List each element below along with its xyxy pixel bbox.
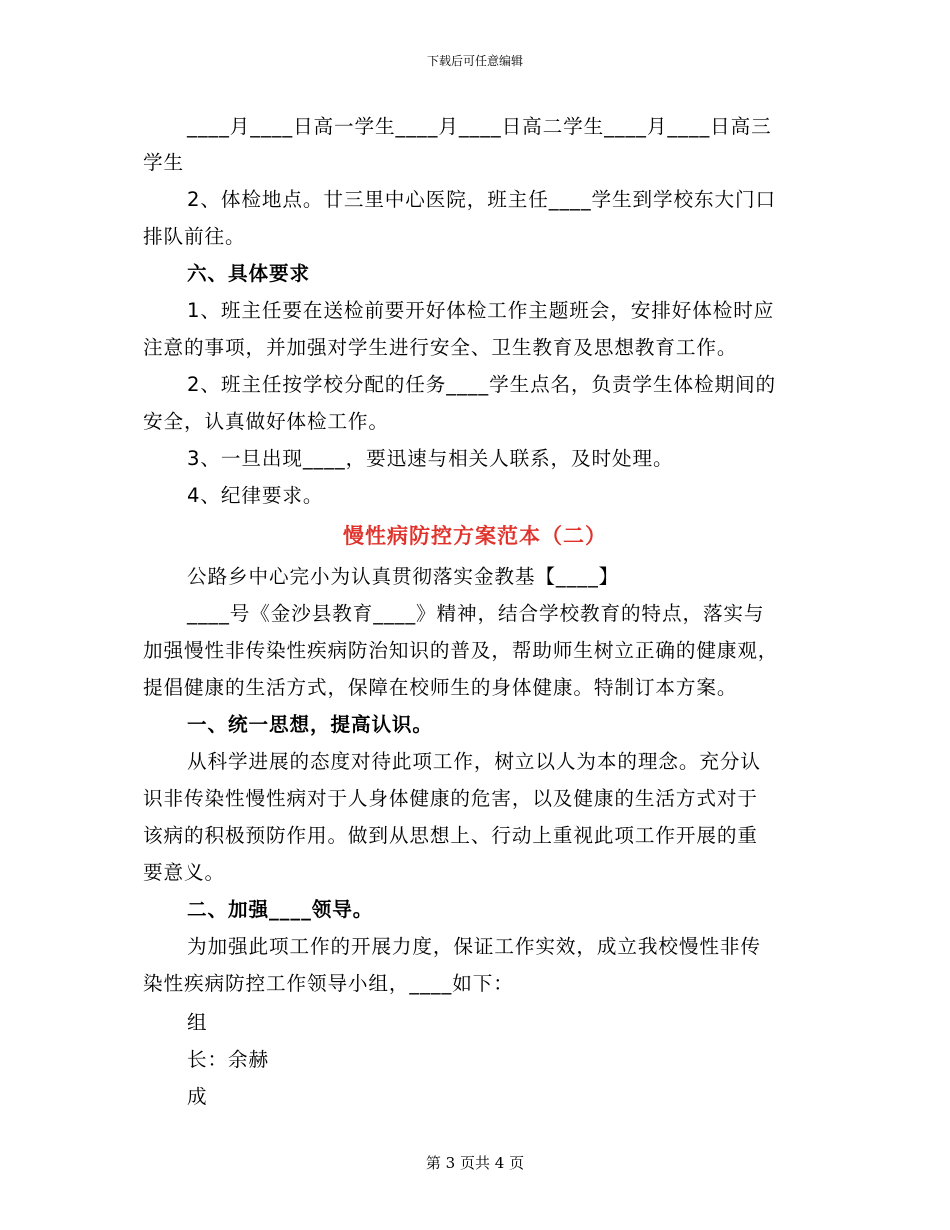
paragraph-line: 提倡健康的生活方式，保障在校师生的身体健康。特制订本方案。 (143, 676, 738, 699)
paragraph-line: 安全，认真做好体检工作。 (143, 410, 389, 433)
paragraph-line: 识非传染性慢性病对于人身体健康的危害，以及健康的生活方式对于 (143, 787, 758, 810)
paragraph-line: 组 (187, 1011, 208, 1034)
paragraph-line: 公路乡中心完小为认真贯彻落实金教基【____】 (187, 565, 620, 588)
paragraph-line: 排队前往。 (143, 225, 246, 248)
document-title: 慢性病防控方案范本（二） (343, 524, 607, 548)
paragraph-line: 3、一旦出现____，要迅速与相关人联系，及时处理。 (187, 447, 674, 470)
paragraph-line: 从科学进展的态度对待此项工作，树立以人为本的理念。充分认 (187, 750, 761, 773)
paragraph-line: 染性疾病防控工作领导小组，____如下： (143, 972, 514, 995)
page-footer: 第 3 页共 4 页 (425, 1154, 525, 1172)
page-header: 下载后可任意编辑 (426, 54, 523, 68)
paragraph-line: 加强慢性非传染性疾病防治知识的普及，帮助师生树立正确的健康观， (143, 639, 779, 662)
paragraph-line: 该病的积极预防作用。做到从思想上、行动上重视此项工作开展的重 (143, 824, 758, 847)
paragraph-line: 4、纪律要求。 (187, 484, 324, 507)
paragraph-line: ____月____日高一学生____月____日高二学生____月____日高三 (187, 115, 772, 138)
section-heading: 一、统一思想，提高认识。 (187, 713, 433, 736)
paragraph-line: 学生 (143, 151, 184, 174)
paragraph-line: 成 (187, 1085, 208, 1108)
paragraph-line: 为加强此项工作的开展力度，保证工作实效，成立我校慢性非传 (187, 935, 761, 958)
section-heading: 六、具体要求 (187, 262, 310, 285)
paragraph-line: 长：余赫 (187, 1048, 269, 1071)
paragraph-line: 1、班主任要在送检前要开好体检工作主题班会，安排好体检时应 (187, 299, 775, 322)
paragraph-line: 2、班主任按学校分配的任务____学生点名，负责学生体检期间的 (187, 373, 776, 396)
paragraph-line: ____号《金沙县教育____》精神，结合学校教育的特点，落实与 (187, 602, 765, 625)
paragraph-line: 注意的事项，并加强对学生进行安全、卫生教育及思想教育工作。 (143, 336, 738, 359)
paragraph-line: 2、体检地点。廿三里中心医院，班主任____学生到学校东大门口 (187, 188, 776, 211)
paragraph-line: 要意义。 (143, 861, 225, 884)
section-heading: 二、加强____领导。 (187, 898, 374, 921)
